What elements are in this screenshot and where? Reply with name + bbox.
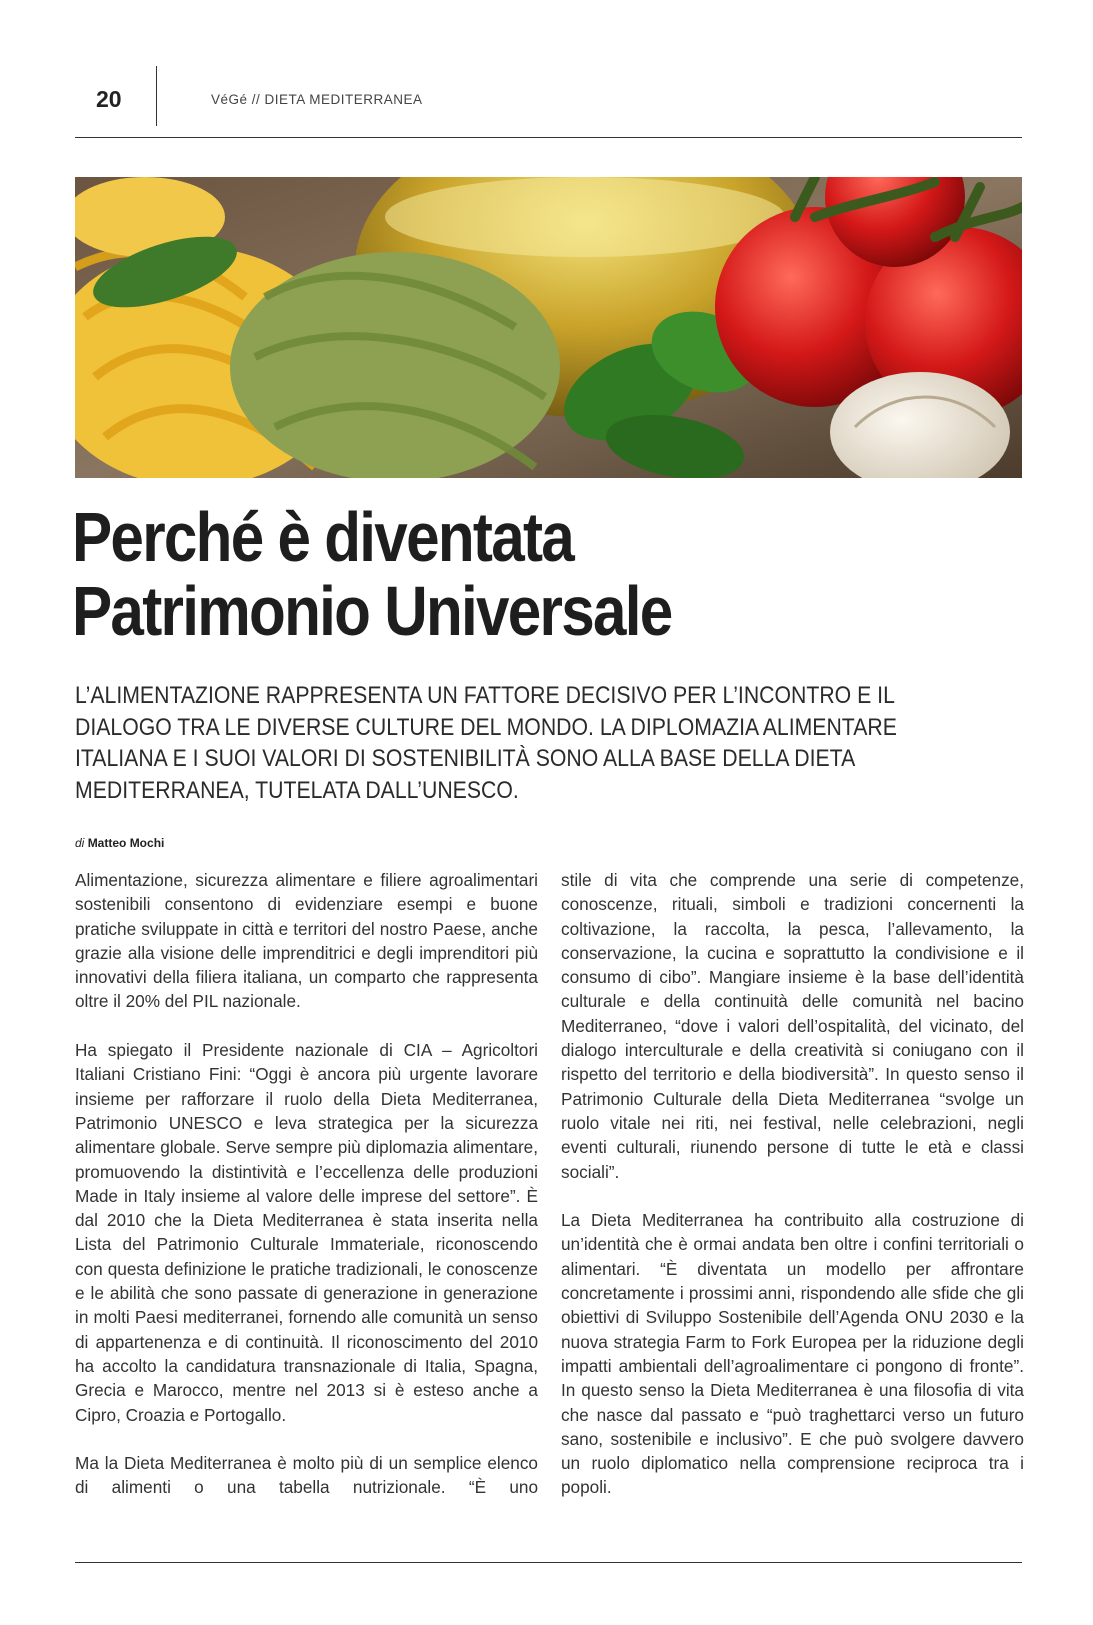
page-number: 20 [96,86,122,112]
article-column-right [561,868,1024,1524]
header-divider [156,66,157,126]
section-label: VéGé // DIETA MEDITERRANEA [211,92,423,107]
paragraph: Ma la Dieta Mediterranea è molto più di un semplice elenco di alimenti o una tabella nutrizionale. “È uno [75,1453,538,1498]
page-header [0,0,1093,140]
byline [75,836,164,850]
author-name: Matteo Mochi [87,836,165,850]
article-title-line-2: Patrimonio Universale [72,572,672,650]
footer-rule [75,1562,1022,1563]
article-title [72,500,889,648]
paragraph: Alimentazione, sicurezza alimentare e filiere agroalimentari sostenibili consentono di evidenziare esempi e buone pratiche sviluppate in città e territori del nostro Paese, anche grazie alla visione delle imprenditrici e degli imprenditori più innovativi della filiera italiana, un comparto che rappresenta oltre il 20% del PIL nazionale. [75,870,538,1012]
food-photo-icon [75,177,1022,478]
paragraph: Ha spiegato il Presidente nazionale di CIA – Agricoltori Italiani Cristiano Fini: “Oggi è ancora più urgente lavorare insieme per rafforzare il ruolo della Dieta Mediterranea, Patrimonio UNESCO e leva strategica per la sicurezza alimentare globale. Serve sempre più diplomazia alimentare, promuovendo la distintività e l’eccellenza delle produzioni Made in Italy insieme al valore delle imprese del settore”. È dal 2010 che la Dieta Mediterranea è stata inserita nella Lista del Patrimonio Culturale Immateriale, riconoscendo con questa definizione le pratiche tradizionali, le conoscenze e le abilità che sono passate di generazione in generazione in molti Paesi mediterranei, fornendo alle comunità un senso di appartenenza e di continuità. Il riconoscimento del 2010 ha accolto la candidatura transnazionale di Italia, Spagna, Grecia e Marocco, mentre nel 2013 si è esteso anche a Cipro, Croazia e Portogallo. [75,1040,538,1425]
paragraph: stile di vita che comprende una serie di competenze, conoscenze, rituali, simboli e tradizioni concernenti la coltivazione, la raccolta, la pesca, l’allevamento, la conservazione, la cucina e soprattutto la condivisione e il consumo di cibo”. Mangiare insieme è la base dell’identità culturale e della continuità delle comunità nel bacino Mediterraneo, “dove i valori dell’ospitalità, del vicinato, del dialogo interculturale e della creatività si coniugano con il rispetto del territorio e della biodiversità”. In questo senso il Patrimonio Culturale della Dieta Mediterranea “svolge un ruolo vitale nei riti, nei festival, nelle celebrazioni, negli eventi culturali, riunendo persone di tutte le età e classi sociali”. [561,870,1024,1182]
header-rule [75,137,1022,138]
paragraph: La Dieta Mediterranea ha contribuito alla costruzione di un’identità che è ormai andata ben oltre i confini territoriali o alimentari. “È diventata un modello per affrontare concretamente i prossimi anni, rispondendo alle sfide che gli obiettivi di Sviluppo Sostenibile dell’Agenda ONU 2030 e la nuova strategia Farm to Fork Europea per la riduzione degli impatti ambientali dell’agroalimentare ci pongono di fronte”. In questo senso la Dieta Mediterranea è una filosofia di vita che nasce dal passato e “può traghettarci verso un futuro sano, sostenibile e inclusivo”. E che può svolgere davvero un ruolo diplomatico nella comprensione reciproca tra i popoli. [561,1210,1024,1498]
article-column-left [75,868,538,1524]
byline-prefix: di [75,836,85,850]
article-lead: L’ALIMENTAZIONE RAPPRESENTA UN FATTORE DECISIVO PER L’INCONTRO E IL DIALOGO TRA LE DIVERSE CULTURE DEL MONDO. LA DIPLOMAZIA ALIMENTARE ITALIANA E I SUOI VALORI DI SOSTENIBILITÀ SONO ALLA BASE DELLA DIETA MEDITERRANEA, TUTELATA DALL’UNESCO. [75,682,897,804]
hero-image [75,177,1022,478]
article-title-line-1: Perché è diventata [72,498,574,576]
